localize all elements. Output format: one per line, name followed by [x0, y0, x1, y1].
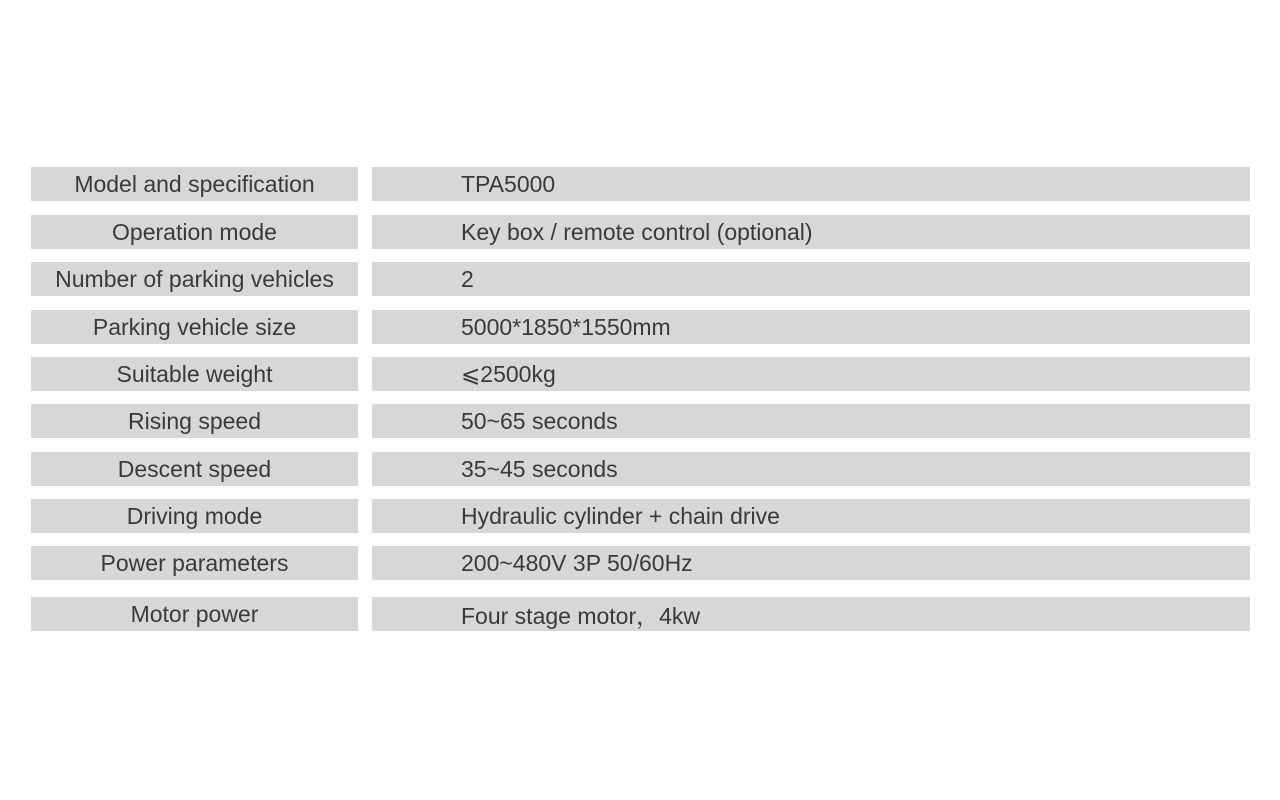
spec-label: Descent speed — [31, 452, 358, 486]
spec-value: Key box / remote control (optional) — [372, 215, 1250, 249]
spec-row-suitable-weight — [31, 357, 1250, 391]
spec-label: Power parameters — [31, 546, 358, 580]
spec-value: 35~45 seconds — [372, 452, 1250, 486]
spec-row-power-parameters — [31, 546, 1250, 580]
spec-value: 200~480V 3P 50/60Hz — [372, 546, 1250, 580]
spec-value: ⩽2500kg — [372, 357, 1250, 391]
spec-label: Suitable weight — [31, 357, 358, 391]
spec-row-parking-vehicles — [31, 262, 1250, 296]
spec-row-motor-power — [31, 597, 1250, 631]
spec-value: TPA5000 — [372, 167, 1250, 201]
spec-value: Four stage motor，4kw — [372, 597, 1250, 631]
spec-row-model — [31, 167, 1250, 201]
spec-table — [31, 167, 1250, 631]
spec-row-descent-speed — [31, 452, 1250, 486]
spec-label: Operation mode — [31, 215, 358, 249]
spec-label: Number of parking vehicles — [31, 262, 358, 296]
spec-label: Rising speed — [31, 404, 358, 438]
spec-row-vehicle-size — [31, 310, 1250, 344]
spec-value: Hydraulic cylinder + chain drive — [372, 499, 1250, 533]
spec-label: Model and specification — [31, 167, 358, 201]
spec-row-rising-speed — [31, 404, 1250, 438]
spec-label: Motor power — [31, 597, 358, 631]
spec-row-driving-mode — [31, 499, 1250, 533]
spec-value: 2 — [372, 262, 1250, 296]
spec-label: Driving mode — [31, 499, 358, 533]
spec-label: Parking vehicle size — [31, 310, 358, 344]
spec-value: 5000*1850*1550mm — [372, 310, 1250, 344]
spec-row-operation-mode — [31, 215, 1250, 249]
spec-value: 50~65 seconds — [372, 404, 1250, 438]
